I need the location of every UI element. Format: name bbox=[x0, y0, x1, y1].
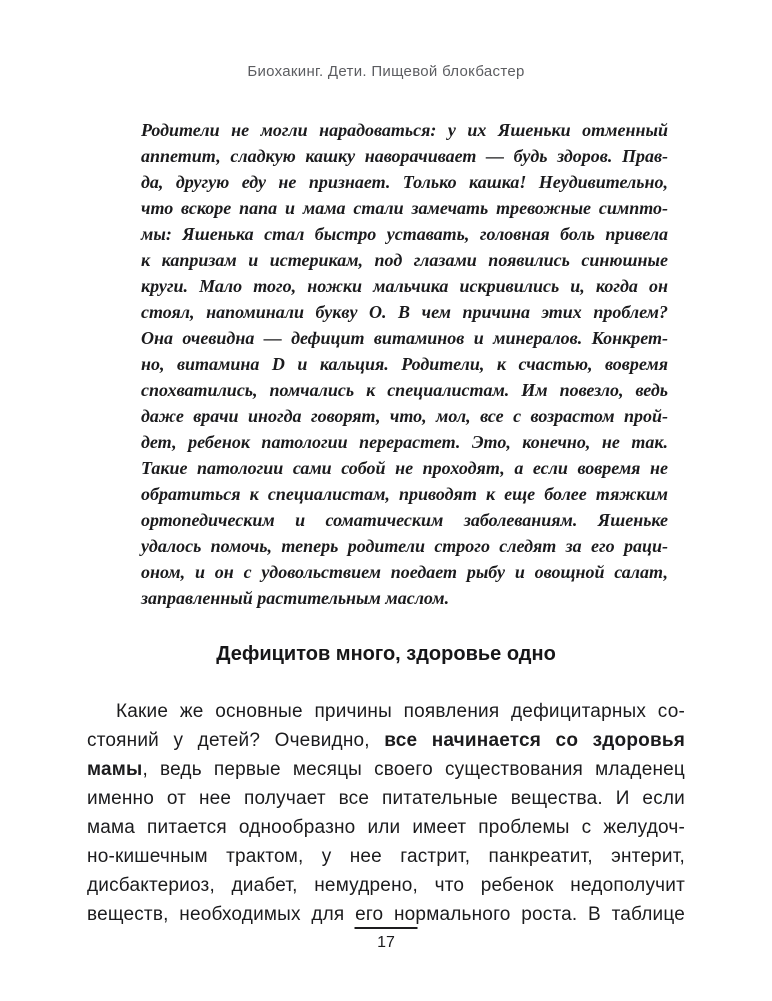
text-line bbox=[141, 221, 668, 247]
text-segment: , ведь первые месяцы своего существования младенец bbox=[142, 759, 685, 780]
text-segment: круги. Мало того, ножки мальчика искривились и, когда он bbox=[141, 276, 668, 296]
text-segment: мама питается однообразно или имеет проблемы с желудоч- bbox=[87, 817, 685, 838]
text-line bbox=[87, 726, 685, 755]
text-line bbox=[141, 351, 668, 377]
text-segment: даже врачи иногда говорят, что, мол, все с возрастом прой- bbox=[141, 406, 668, 426]
text-segment: стояний у детей? Очевидно, bbox=[87, 730, 385, 751]
text-segment: спохватились, помчались к специалистам. Им повезло, ведь bbox=[141, 380, 668, 400]
emphasized-text: мамы bbox=[87, 759, 143, 780]
section-heading: Дефицитов много, здоровье одно bbox=[216, 643, 556, 665]
text-line bbox=[141, 585, 668, 611]
text-line bbox=[141, 299, 668, 325]
text-segment: дет, ребенок патологии перерастет. Это, конечно, не так. bbox=[141, 432, 668, 452]
text-line bbox=[87, 813, 685, 842]
page-number: 17 bbox=[377, 934, 395, 951]
quote-paragraph bbox=[141, 117, 668, 611]
text-line bbox=[141, 403, 668, 429]
text-segment: Такие патологии сами собой не проходят, а если вовремя не bbox=[141, 458, 668, 478]
text-line bbox=[141, 429, 668, 455]
text-segment: Она очевидна — дефицит витаминов и минералов. Конкрет- bbox=[141, 328, 668, 348]
text-line bbox=[141, 247, 668, 273]
text-line bbox=[141, 507, 668, 533]
text-segment: заправленный растительным маслом. bbox=[141, 588, 450, 608]
text-line bbox=[87, 697, 685, 726]
text-line bbox=[141, 195, 668, 221]
text-segment: именно от нее получает все питательные вещества. И если bbox=[87, 788, 685, 809]
text-line bbox=[141, 143, 668, 169]
text-line bbox=[141, 481, 668, 507]
text-line bbox=[141, 533, 668, 559]
text-segment: ортопедическим и соматическим заболеваниям. Яшеньке bbox=[141, 510, 668, 530]
text-line bbox=[141, 377, 668, 403]
text-segment: да, другую еду не признает. Только кашка! Неудивительно, bbox=[141, 172, 668, 192]
text-line bbox=[87, 842, 685, 871]
text-segment: что вскоре папа и мама стали замечать тревожные симпто- bbox=[141, 198, 668, 218]
text-line bbox=[141, 117, 668, 143]
text-line bbox=[141, 273, 668, 299]
text-line bbox=[141, 325, 668, 351]
text-line bbox=[87, 900, 685, 929]
text-line bbox=[141, 559, 668, 585]
text-segment: оном, и он с удовольствием поедает рыбу и овощной салат, bbox=[141, 562, 668, 582]
text-segment: но-кишечным трактом, у нее гастрит, панкреатит, энтерит, bbox=[87, 846, 685, 867]
text-segment: мы: Яшенька стал быстро уставать, головная боль привела bbox=[141, 224, 668, 244]
text-segment: веществ, необходимых для его нормального роста. В таблице bbox=[87, 904, 685, 925]
text-line bbox=[87, 784, 685, 813]
text-line bbox=[141, 169, 668, 195]
text-segment: дисбактериоз, диабет, немудрено, что ребенок недополучит bbox=[87, 875, 685, 896]
text-segment: стоял, напоминали букву О. В чем причина этих проблем? bbox=[141, 302, 668, 322]
text-segment: но, витамина D и кальция. Родители, к счастью, вовремя bbox=[141, 354, 668, 374]
body-paragraph bbox=[87, 697, 685, 929]
text-segment: Какие же основные причины появления дефицитарных со- bbox=[116, 701, 685, 722]
text-segment: Родители не могли нарадоваться: у их Яшеньки отменный bbox=[141, 120, 668, 140]
text-segment: аппетит, сладкую кашку наворачивает — будь здоров. Прав- bbox=[141, 146, 668, 166]
text-segment: удалось помочь, теперь родители строго следят за его раци- bbox=[141, 536, 668, 556]
text-line bbox=[87, 755, 685, 784]
running-title: Биохакинг. Дети. Пищевой блокбастер bbox=[247, 63, 525, 80]
text-line bbox=[141, 455, 668, 481]
text-line bbox=[87, 871, 685, 900]
emphasized-text: все начинается со здоровья bbox=[384, 730, 685, 751]
text-segment: к капризам и истерикам, под глазами появились синюшные bbox=[141, 250, 668, 270]
text-segment: обратиться к специалистам, приводят к еще более тяжким bbox=[141, 484, 668, 504]
footer-rule bbox=[355, 927, 418, 929]
